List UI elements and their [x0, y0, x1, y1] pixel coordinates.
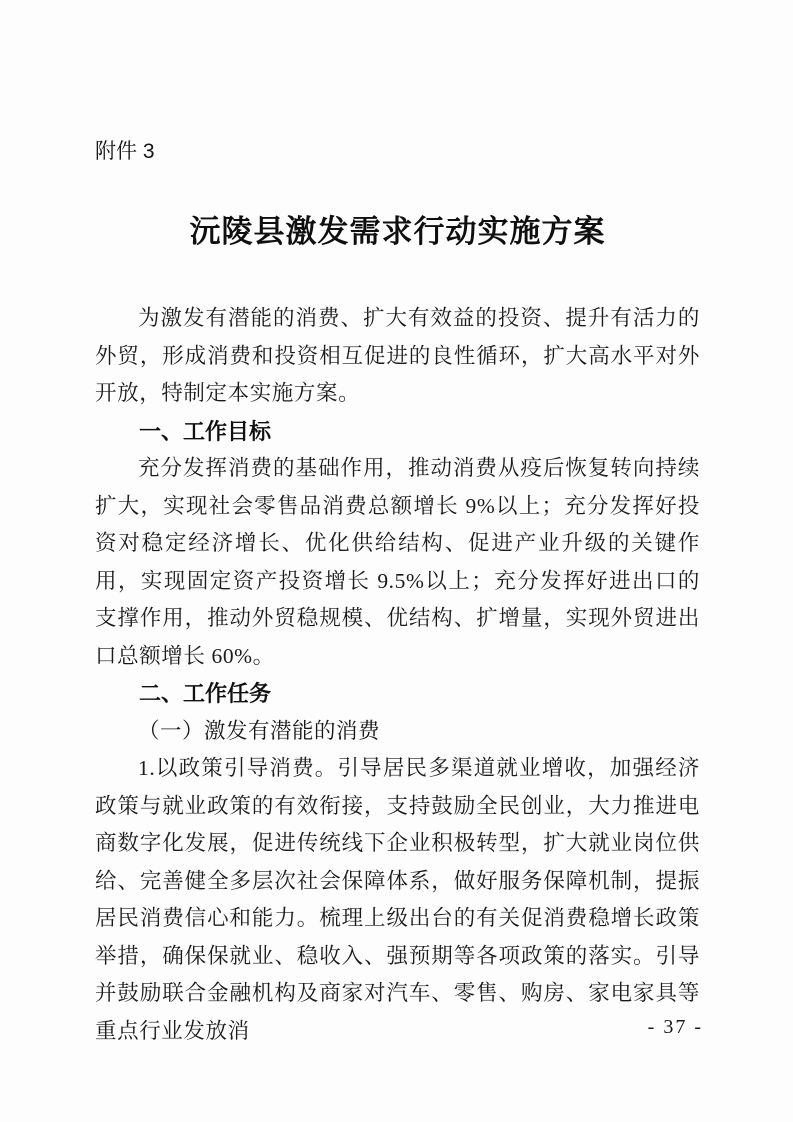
section-heading-work-goals: 一、工作目标: [139, 418, 272, 444]
section-heading-work-tasks: 二、工作任务: [139, 681, 272, 706]
subsection-heading-stimulate-consumption: （一）激发有潜能的消费: [138, 718, 381, 743]
intro-paragraph: 为激发有潜能的消费、扩大有效益的投资、提升有活力的外贸，形成消费和投资相互促进的良性循环，扩大高水平对外开放，特制定本实施方案。: [95, 306, 700, 405]
page-number: - 37 -: [647, 1016, 703, 1038]
section-1-paragraph: 充分发挥消费的基础作用，推动消费从疫后恢复转向持续扩大，实现社会零售品消费总额增长 9%以上；充分发挥好投资对稳定经济增长、优化供给结构、促进产业升级的关键作用，实现固定资产投资增长 9.5%以上；充分发挥好进出口的支撑作用，推动外贸稳规模、优结构、扩增量，实现外贸进出口总额增长 60%。: [95, 456, 700, 668]
document-title: 沅陵县激发需求行动实施方案: [189, 214, 606, 249]
subsection-paragraph-policy-guided-consumption: 1.以政策引导消费。引导居民多渠道就业增收，加强经济政策与就业政策的有效衔接，支持鼓励全民创业，大力推进电商数字化发展，促进传统线下企业积极转型，扩大就业岗位供给、完善健全多层次社会保障体系，做好服务保障机制，提振居民消费信心和能力。梳理上级出台的有关促消费稳增长政策举措，确保保就业、稳收入、强预期等各项政策的落实。引导并鼓励联合金融机构及商家对汽车、零售、购房、家电家具等重点行业发放消: [95, 756, 700, 1043]
document-body: [95, 300, 700, 1050]
attachment-label: 附件 3: [95, 140, 155, 163]
